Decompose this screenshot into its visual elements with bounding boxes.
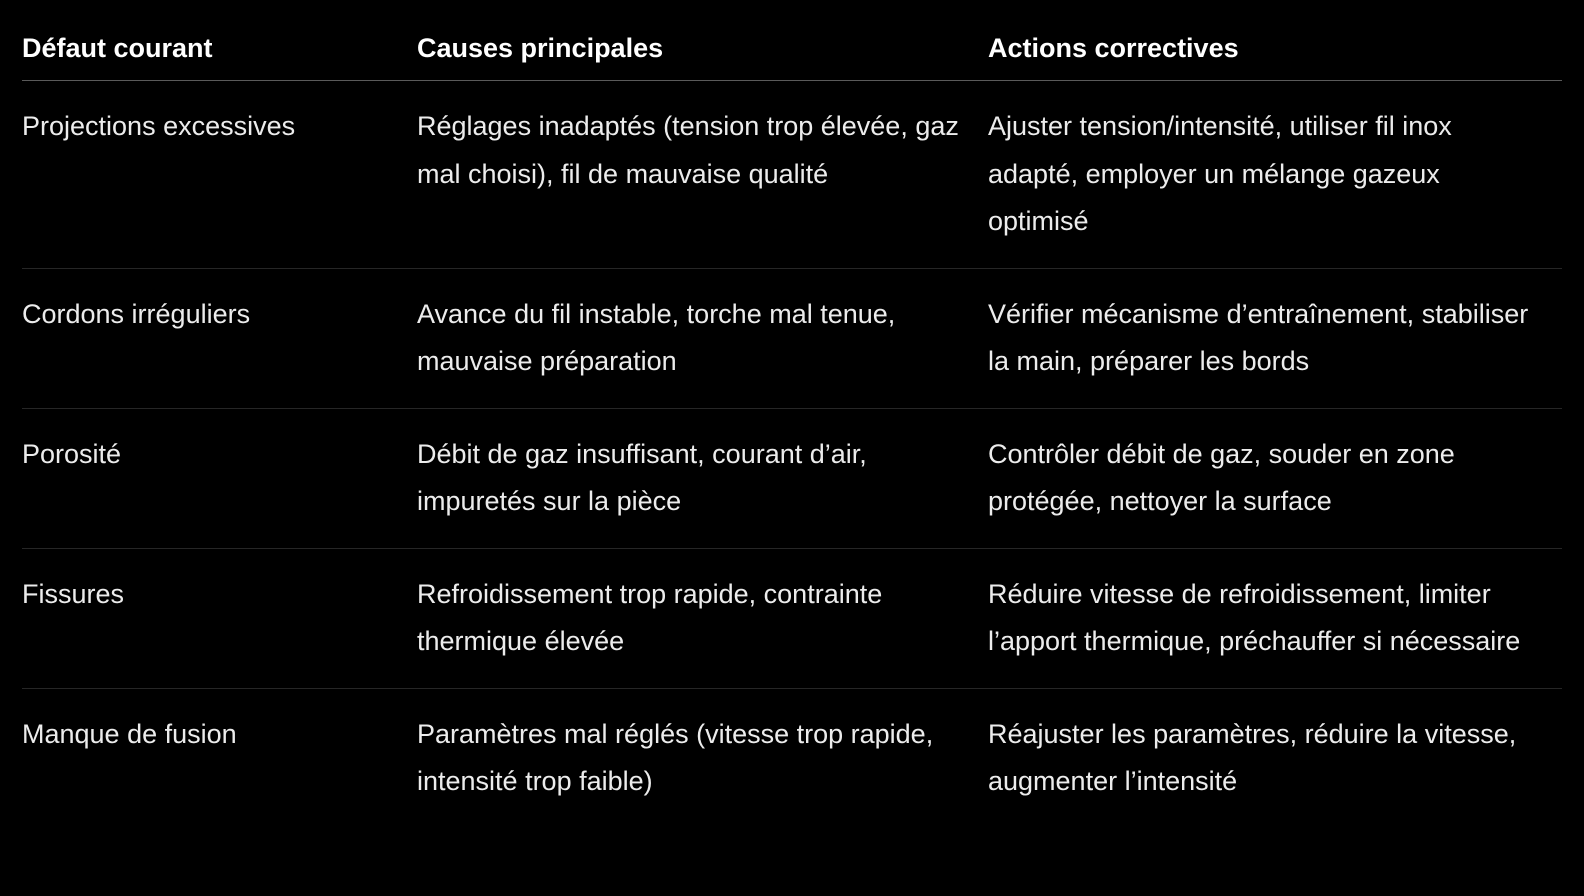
cell-causes: Débit de gaz insuffisant, courant d’air, impuretés sur la pièce — [417, 408, 988, 548]
cell-causes: Paramètres mal réglés (vitesse trop rapide, intensité trop faible) — [417, 718, 934, 796]
cell-actions: Ajuster tension/intensité, utiliser fil inox adapté, employer un mélange gazeux optimisé — [988, 81, 1562, 269]
cell-causes: Refroidissement trop rapide, contrainte thermique élevée — [417, 548, 988, 688]
cell-defect: Fissures — [22, 548, 417, 688]
table-row — [22, 81, 1562, 269]
cell-defect: Porosité — [22, 408, 417, 548]
table-row — [22, 548, 1562, 688]
table-row — [22, 408, 1562, 548]
table-body — [22, 81, 1562, 828]
cell-causes: Réglages inadaptés (tension trop élevée, gaz mal choisi), fil de mauvaise qualité — [417, 81, 988, 269]
header-row — [22, 0, 1562, 81]
table-row — [22, 268, 1562, 408]
cell-actions: Vérifier mécanisme d’entraînement, stabiliser la main, préparer les bords — [988, 268, 1562, 408]
table-row — [22, 688, 1562, 828]
header-causes: Causes principales — [417, 0, 988, 81]
table-header — [22, 0, 1562, 81]
cell-causes: Avance du fil instable, torche mal tenue, mauvaise préparation — [417, 268, 988, 408]
header-actions: Actions correctives — [988, 0, 1562, 81]
cell-defect: Manque de fusion — [22, 718, 237, 749]
cell-defect: Cordons irréguliers — [22, 268, 417, 408]
cell-defect: Projections excessives — [22, 81, 417, 269]
cell-actions: Réduire vitesse de refroidissement, limiter l’apport thermique, préchauffer si nécessaire — [988, 548, 1562, 688]
defects-table-container — [22, 0, 1562, 828]
cell-actions: Contrôler débit de gaz, souder en zone protégée, nettoyer la surface — [988, 408, 1562, 548]
defects-table — [22, 0, 1562, 828]
header-defect: Défaut courant — [22, 0, 417, 81]
cell-actions: Réajuster les paramètres, réduire la vitesse, augmenter l’intensité — [988, 718, 1517, 796]
